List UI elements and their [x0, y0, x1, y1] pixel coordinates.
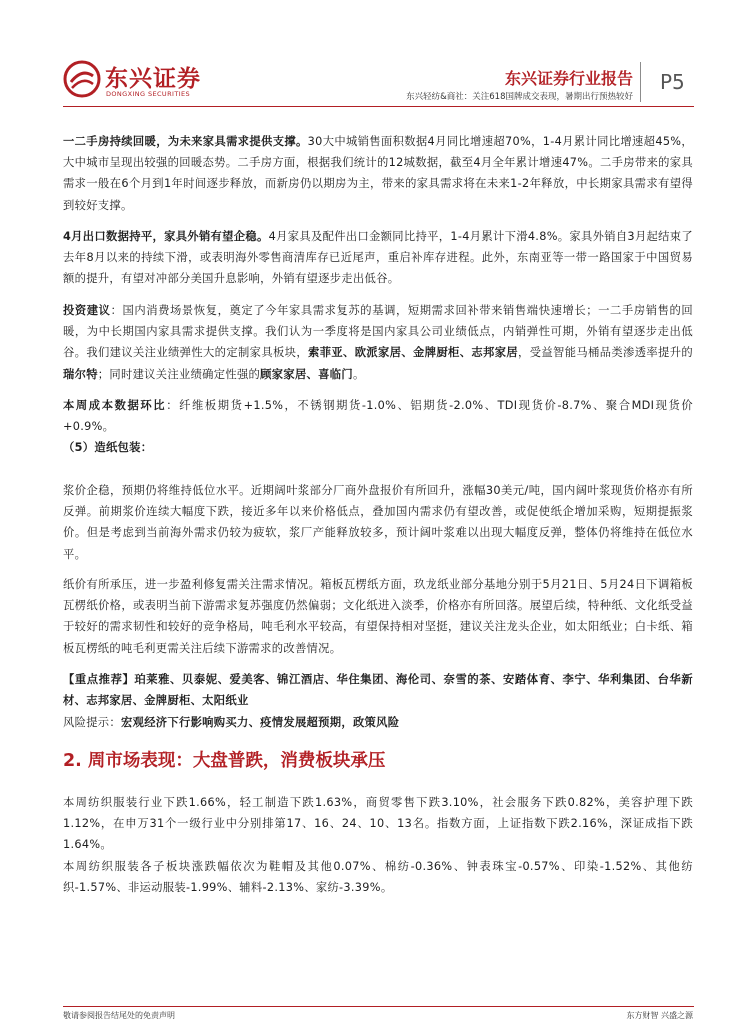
report-header-subtitle: 东兴轻纺&商社：关注618国牌成交表现，暑期出行预热较好 [406, 92, 633, 102]
report-header-title: 东兴证券行业报告 [504, 69, 633, 88]
brand-name-en: DONGXING SECURITIES [106, 90, 191, 98]
brand-name-cn: 东兴证券 [105, 66, 201, 92]
stock-names: 索菲亚、欧派家居、金牌厨柜、志邦家居 [308, 346, 519, 360]
paragraph-text: 4月家具及配件出口金额同比持平，1-4月累计下滑4.8%。家具外销自3月起结束了去年8月以来的持续下滑，或表明海外零售商清库存已近尾声，重启补库存进程。此外，东南亚等一带一路国家于中国贸易额的提升，有望对冲部分美国升息影响，外销有望逐步走出低谷。 [63, 230, 693, 286]
stock-names: 顾家家居、喜临门 [260, 367, 353, 381]
paragraph-text: ，受益智能马桶品类渗透率提升的 [518, 346, 693, 360]
paragraph-lead: 投资建议 [63, 304, 111, 317]
paragraph-housing [63, 131, 693, 216]
footer-disclaimer: 敬请参阅报告结尾处的免责声明 [63, 1011, 175, 1020]
page-number: P5 [660, 70, 685, 94]
paragraph-market-performance: 本周纺织服装行业下跌1.66%，轻工制造下跌1.63%，商贸零售下跌3.10%，社会服务下跌0.82%，美容护理下跌1.12%，在申万31个一级行业中分别排第17、16、24、10、13名。指数方面，上证指数下跌2.16%，深证成指下跌1.64%。 [63, 796, 693, 852]
paragraph-investment [63, 300, 693, 385]
paragraph-pulp: 浆价企稳，预期仍将维持低位水平。近期阔叶浆部分厂商外盘报价有所回升，涨幅30美元/吨，国内阔叶浆现货价格亦有所反弹。前期浆价连续大幅度下跌，接近多年以来价格低点，叠加国内需求仍有望改善，或促使纸企增加采购，短期提振浆价。但是考虑到当前海外需求仍较为疲软，浆厂产能释放较多，预计阔叶浆难以出现大幅度反弹，整体仍将维持在低位水平。 [63, 484, 693, 561]
paragraph-cost [63, 395, 693, 437]
subheading-paper-packaging: （5）造纸包装： [63, 441, 153, 454]
paragraph-text: ：纤维板期货+1.5%，不锈钢期货-1.0%、铝期货-2.0%、TDI现货价-8.7%、聚合MDI现货价+0.9%。 [63, 399, 694, 434]
paragraph-export [63, 226, 693, 290]
key-recommendations: 【重点推荐】珀莱雅、贝泰妮、爱美客、锦江酒店、华住集团、海伦司、奈雪的茶、安踏体育、李宁、华利集团、台华新材、志邦家居、金牌厨柜、太阳纸业 [63, 673, 693, 708]
paragraph-lead: 一二手房持续回暖，为未来家具需求提供支撑。 [63, 135, 308, 148]
paragraph-subsector-performance: 本周纺织服装各子板块涨跌幅依次为鞋帽及其他0.07%、棉纺-0.36%、钟表珠宝-0.57%、印染-1.52%、其他纺织-1.57%、非运动服装-1.99%、辅料-2.13%、家纺-3.39%。 [63, 860, 693, 895]
risk-warning [63, 712, 693, 733]
paragraph-lead: 4月出口数据持平，家具外销有望企稳。 [63, 230, 269, 243]
paragraph-paper-price: 纸价有所承压，进一步盈利修复需关注需求情况。箱板瓦楞纸方面，玖龙纸业部分基地分别于5月21日、5月24日下调箱板瓦楞纸价格，或表明当前下游需求复苏强度仍然偏弱；文化纸进入淡季，价格亦有所回落。展望后续，特种纸、文化纸受益于较好的需求韧性和较好的竞争格局，吨毛利水平较高，有望保持相对坚挺，建议关注龙头企业，如太阳纸业；白卡纸、箱板瓦楞纸的吨毛利更需关注后续下游需求的改善情况。 [63, 578, 693, 655]
risk-label: 风险提示： [63, 716, 121, 729]
section-heading: 2. 周市场表现：大盘普跌，消费板块承压 [63, 751, 386, 771]
paragraph-text: ：国内消费场景恢复，奠定了今年家具需求复苏的基调，短期需求回补带来销售端快速增长；一二手房销售的回暖，为中长期国内家具需求提供支撑。我们认为一季度将是国内家具公司业绩低点，内销弹性可期，外销有望逐步走出低谷。我们建议关注业绩弹性大的定制家具板块， [63, 304, 693, 360]
risk-text: 宏观经济下行影响购买力、疫情发展超预期，政策风险 [121, 716, 400, 729]
footer-slogan: 东方财智 兴盛之源 [626, 1011, 693, 1020]
paragraph-text: ；同时建议关注业绩确定性强的 [97, 367, 261, 381]
stock-name: 瑞尔特 [63, 367, 98, 381]
paragraph-text: 。 [352, 367, 365, 381]
paragraph-text: 30大中城销售面积数据4月同比增速超70%，1-4月累计同比增速超45%，大中城市呈现出较强的回暖态势。二手房方面，根据我们统计的12城数据，截至4月全年累计增速47%。二手房带来的家具需求一般在6个月到1年时间逐步释放，而新房仍以期房为主，带来的家具需求将在未来1-2年释放，中长期家具需求有望得到较好支撑。 [63, 135, 693, 212]
footer-rule [63, 1006, 694, 1007]
brand-logo [63, 58, 201, 102]
header-rule [63, 106, 694, 107]
header-divider [640, 62, 641, 102]
paragraph-lead: 本周成本数据环比 [63, 399, 167, 412]
brand-logo-icon [63, 60, 101, 98]
